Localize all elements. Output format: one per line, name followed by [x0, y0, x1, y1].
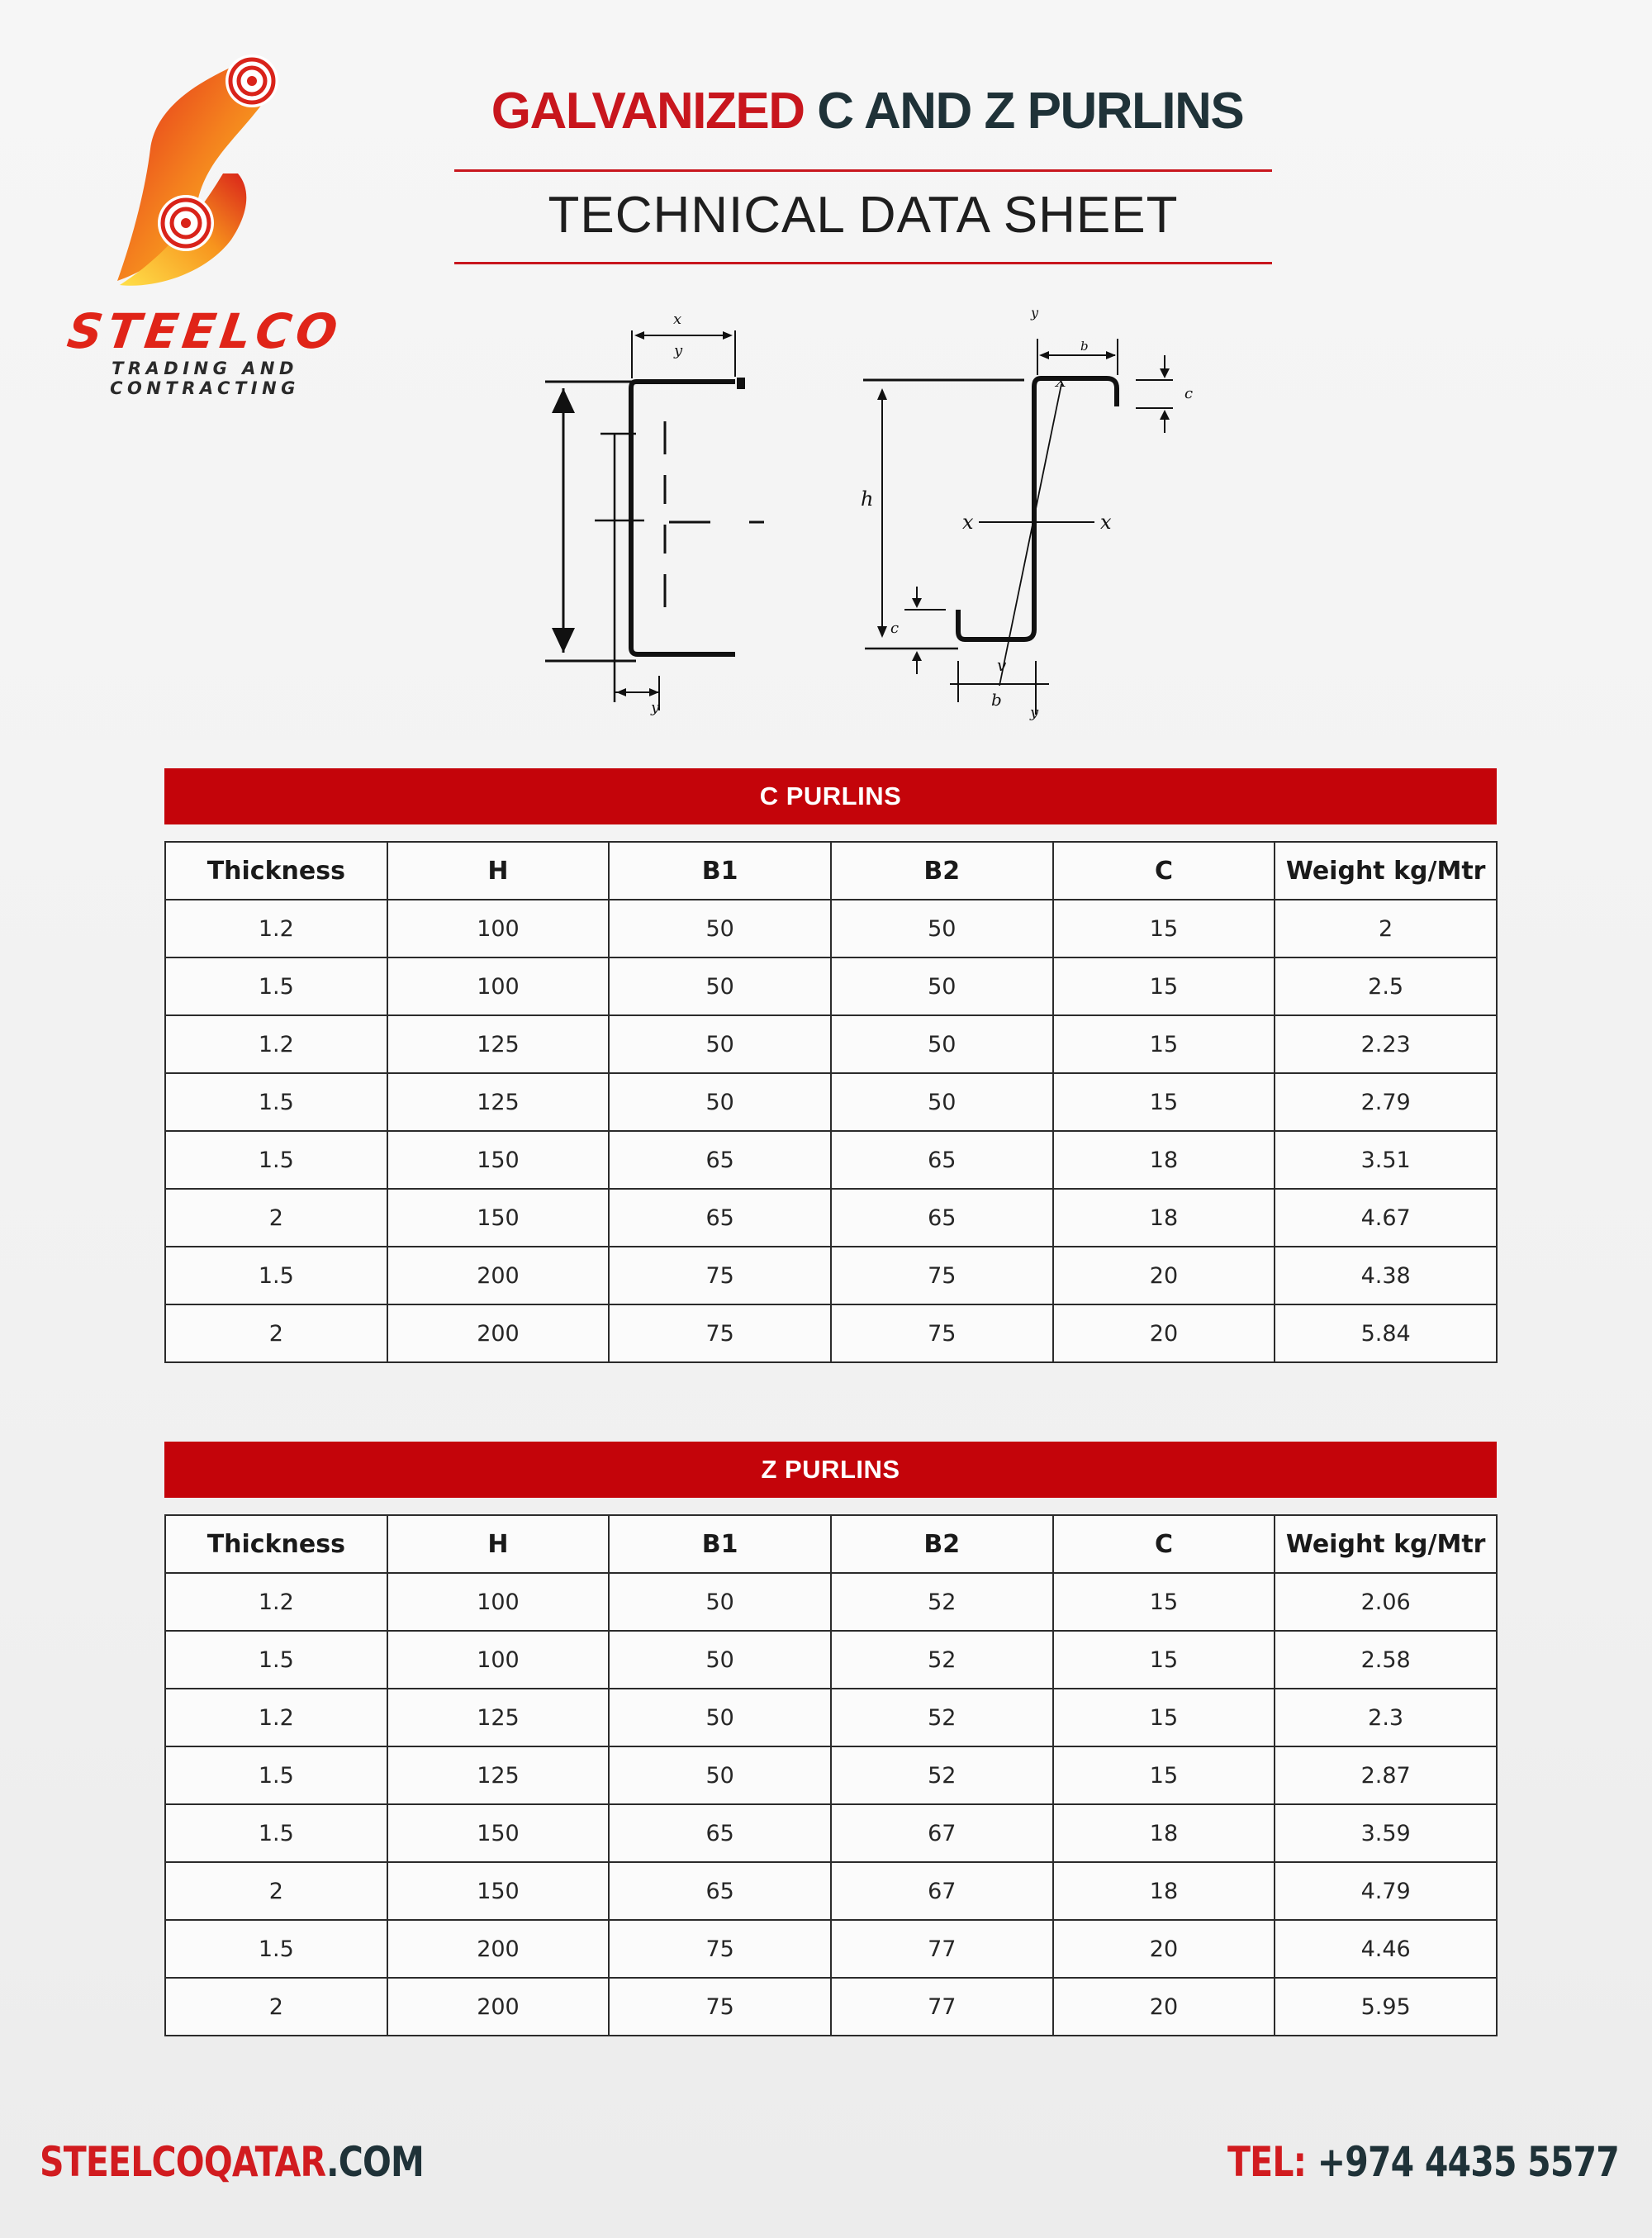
table-cell: 2.79	[1275, 1073, 1497, 1131]
logo-wordmark: STEELCO	[64, 303, 346, 359]
table-cell: 18	[1053, 1862, 1275, 1920]
col-h: H	[387, 1515, 610, 1573]
table-cell: 1.5	[165, 1631, 387, 1689]
purlin-section-diagrams	[512, 297, 1222, 727]
table-cell: 125	[387, 1073, 610, 1131]
title-dark: C AND Z PURLINS	[817, 83, 1244, 140]
z-label-y-top: y	[1031, 305, 1039, 321]
table-cell: 65	[831, 1189, 1053, 1247]
table-cell: 2	[165, 1304, 387, 1362]
phone-label: TEL:	[1227, 2138, 1307, 2186]
col-b2: B2	[831, 842, 1053, 900]
table-cell: 1.2	[165, 900, 387, 957]
table-cell: 1.5	[165, 1073, 387, 1131]
table-cell: 50	[831, 1073, 1053, 1131]
table-cell: 200	[387, 1978, 610, 2036]
header-rule-bottom	[454, 262, 1272, 264]
table-cell: 100	[387, 900, 610, 957]
table-cell: 1.5	[165, 1746, 387, 1804]
table-header-row	[165, 842, 1497, 900]
table-cell: 65	[609, 1189, 831, 1247]
phone-value: +974 4435 5577	[1317, 2138, 1619, 2186]
website-link[interactable]	[40, 2138, 424, 2186]
table-cell: 65	[609, 1804, 831, 1862]
table-cell: 50	[609, 1631, 831, 1689]
website-red: STEELCOQATAR	[40, 2138, 326, 2186]
table-cell: 67	[831, 1804, 1053, 1862]
table-cell: 2.87	[1275, 1746, 1497, 1804]
table-cell: 150	[387, 1862, 610, 1920]
table-cell: 52	[831, 1573, 1053, 1631]
col-thickness: Thickness	[165, 842, 387, 900]
table-row	[165, 1978, 1497, 2036]
table-row	[165, 1015, 1497, 1073]
table-cell: 100	[387, 1631, 610, 1689]
table-row	[165, 1920, 1497, 1978]
table-cell: 65	[831, 1131, 1053, 1189]
table-cell: 3.59	[1275, 1804, 1497, 1862]
table-cell: 2	[165, 1189, 387, 1247]
table-cell: 15	[1053, 957, 1275, 1015]
table-cell: 52	[831, 1689, 1053, 1746]
z-label-x-right: x	[1100, 511, 1112, 534]
table-cell: 4.38	[1275, 1247, 1497, 1304]
table-cell: 50	[831, 957, 1053, 1015]
table-cell: 50	[609, 1689, 831, 1746]
z-label-b-top: b	[1080, 339, 1089, 354]
z-section-diagram	[861, 305, 1193, 721]
table-cell: 200	[387, 1247, 610, 1304]
col-thickness: Thickness	[165, 1515, 387, 1573]
phone-number[interactable]	[1227, 2138, 1619, 2186]
z-purlins-table	[164, 1514, 1498, 2036]
page-subtitle: TECHNICAL DATA SHEET	[548, 187, 1179, 244]
table-cell: 18	[1053, 1189, 1275, 1247]
table-cell: 1.5	[165, 1920, 387, 1978]
c-section-diagram	[545, 311, 764, 716]
col-b1: B1	[609, 1515, 831, 1573]
table-cell: 5.95	[1275, 1978, 1497, 2036]
table-row	[165, 957, 1497, 1015]
table-cell: 50	[609, 1015, 831, 1073]
col-h: H	[387, 842, 610, 900]
z-label-b-bottom: b	[991, 690, 1002, 710]
table-cell: 20	[1053, 1247, 1275, 1304]
table-cell: 15	[1053, 1746, 1275, 1804]
z-label-y-bottom: y	[1030, 704, 1039, 721]
z-label-v: v	[997, 655, 1007, 675]
table-header-row	[165, 1515, 1497, 1573]
table-row	[165, 1073, 1497, 1131]
col-c: C	[1053, 842, 1275, 900]
z-label-h: h	[861, 487, 874, 511]
table-cell: 2	[1275, 900, 1497, 957]
table-cell: 1.2	[165, 1015, 387, 1073]
table-cell: 50	[831, 900, 1053, 957]
table-cell: 77	[831, 1920, 1053, 1978]
table-cell: 65	[609, 1131, 831, 1189]
table-cell: 50	[609, 957, 831, 1015]
col-b1: B1	[609, 842, 831, 900]
table-cell: 200	[387, 1920, 610, 1978]
table-row	[165, 1189, 1497, 1247]
table-cell: 18	[1053, 1131, 1275, 1189]
steelco-logo-mark	[99, 50, 297, 297]
table-cell: 67	[831, 1862, 1053, 1920]
table-cell: 2.23	[1275, 1015, 1497, 1073]
table-row	[165, 1862, 1497, 1920]
table-cell: 150	[387, 1131, 610, 1189]
table-cell: 150	[387, 1804, 610, 1862]
z-label-x-left: x	[962, 511, 974, 534]
table-cell: 150	[387, 1189, 610, 1247]
c-purlins-heading: C PURLINS	[164, 768, 1497, 824]
table-row	[165, 1689, 1497, 1746]
website-dark: .COM	[325, 2138, 425, 2186]
z-label-X: X	[1056, 373, 1066, 391]
table-row	[165, 1304, 1497, 1362]
table-cell: 1.2	[165, 1689, 387, 1746]
spiral-bottom-icon	[158, 195, 214, 251]
z-label-c-top: c	[1184, 385, 1194, 402]
table-cell: 1.5	[165, 1804, 387, 1862]
table-cell: 4.46	[1275, 1920, 1497, 1978]
table-cell: 2.58	[1275, 1631, 1497, 1689]
table-cell: 15	[1053, 1631, 1275, 1689]
table-row	[165, 900, 1497, 957]
c-label-x: x	[673, 311, 682, 328]
table-cell: 125	[387, 1746, 610, 1804]
table-cell: 1.5	[165, 957, 387, 1015]
table-cell: 52	[831, 1631, 1053, 1689]
table-cell: 200	[387, 1304, 610, 1362]
table-cell: 50	[609, 1746, 831, 1804]
col-c: C	[1053, 1515, 1275, 1573]
table-cell: 4.67	[1275, 1189, 1497, 1247]
table-cell: 20	[1053, 1920, 1275, 1978]
table-cell: 2	[165, 1978, 387, 2036]
table-cell: 18	[1053, 1804, 1275, 1862]
table-cell: 65	[609, 1862, 831, 1920]
table-row	[165, 1573, 1497, 1631]
table-cell: 100	[387, 1573, 610, 1631]
col-weight: Weight kg/Mtr	[1275, 1515, 1497, 1573]
page-title	[454, 83, 1280, 140]
table-cell: 1.5	[165, 1247, 387, 1304]
table-row	[165, 1804, 1497, 1862]
logo-tagline: TRADING AND CONTRACTING	[110, 359, 300, 398]
table-cell: 50	[609, 1573, 831, 1631]
table-cell: 50	[831, 1015, 1053, 1073]
spiral-top-icon	[225, 55, 278, 107]
table-row	[165, 1131, 1497, 1189]
col-b2: B2	[831, 1515, 1053, 1573]
z-label-c-bottom: c	[890, 620, 900, 637]
table-cell: 5.84	[1275, 1304, 1497, 1362]
table-cell: 15	[1053, 1573, 1275, 1631]
table-row	[165, 1631, 1497, 1689]
title-red: GALVANIZED	[491, 83, 805, 140]
table-cell: 125	[387, 1015, 610, 1073]
table-cell: 100	[387, 957, 610, 1015]
c-purlins-table	[164, 841, 1498, 1363]
c-purlins-rows	[165, 900, 1497, 1362]
table-cell: 4.79	[1275, 1862, 1497, 1920]
table-cell: 2.5	[1275, 957, 1497, 1015]
table-cell: 1.5	[165, 1131, 387, 1189]
c-label-y-top: y	[674, 342, 683, 359]
z-purlins-rows	[165, 1573, 1497, 2036]
table-cell: 50	[609, 1073, 831, 1131]
table-cell: 15	[1053, 1073, 1275, 1131]
table-cell: 2.06	[1275, 1573, 1497, 1631]
table-cell: 15	[1053, 1015, 1275, 1073]
table-cell: 50	[609, 900, 831, 957]
table-cell: 77	[831, 1978, 1053, 2036]
table-cell: 15	[1053, 900, 1275, 957]
table-cell: 2	[165, 1862, 387, 1920]
z-purlins-heading: Z PURLINS	[164, 1442, 1497, 1498]
table-cell: 75	[831, 1247, 1053, 1304]
table-cell: 3.51	[1275, 1131, 1497, 1189]
table-cell: 52	[831, 1746, 1053, 1804]
table-row	[165, 1247, 1497, 1304]
table-row	[165, 1746, 1497, 1804]
table-cell: 15	[1053, 1689, 1275, 1746]
col-weight: Weight kg/Mtr	[1275, 842, 1497, 900]
c-label-y-bottom: y	[651, 699, 660, 716]
table-cell: 1.2	[165, 1573, 387, 1631]
table-cell: 75	[609, 1978, 831, 2036]
table-cell: 75	[609, 1247, 831, 1304]
header-rule-top	[454, 169, 1272, 172]
table-cell: 125	[387, 1689, 610, 1746]
table-cell: 20	[1053, 1978, 1275, 2036]
table-cell: 75	[609, 1304, 831, 1362]
table-cell: 75	[831, 1304, 1053, 1362]
table-cell: 2.3	[1275, 1689, 1497, 1746]
table-cell: 20	[1053, 1304, 1275, 1362]
table-cell: 75	[609, 1920, 831, 1978]
